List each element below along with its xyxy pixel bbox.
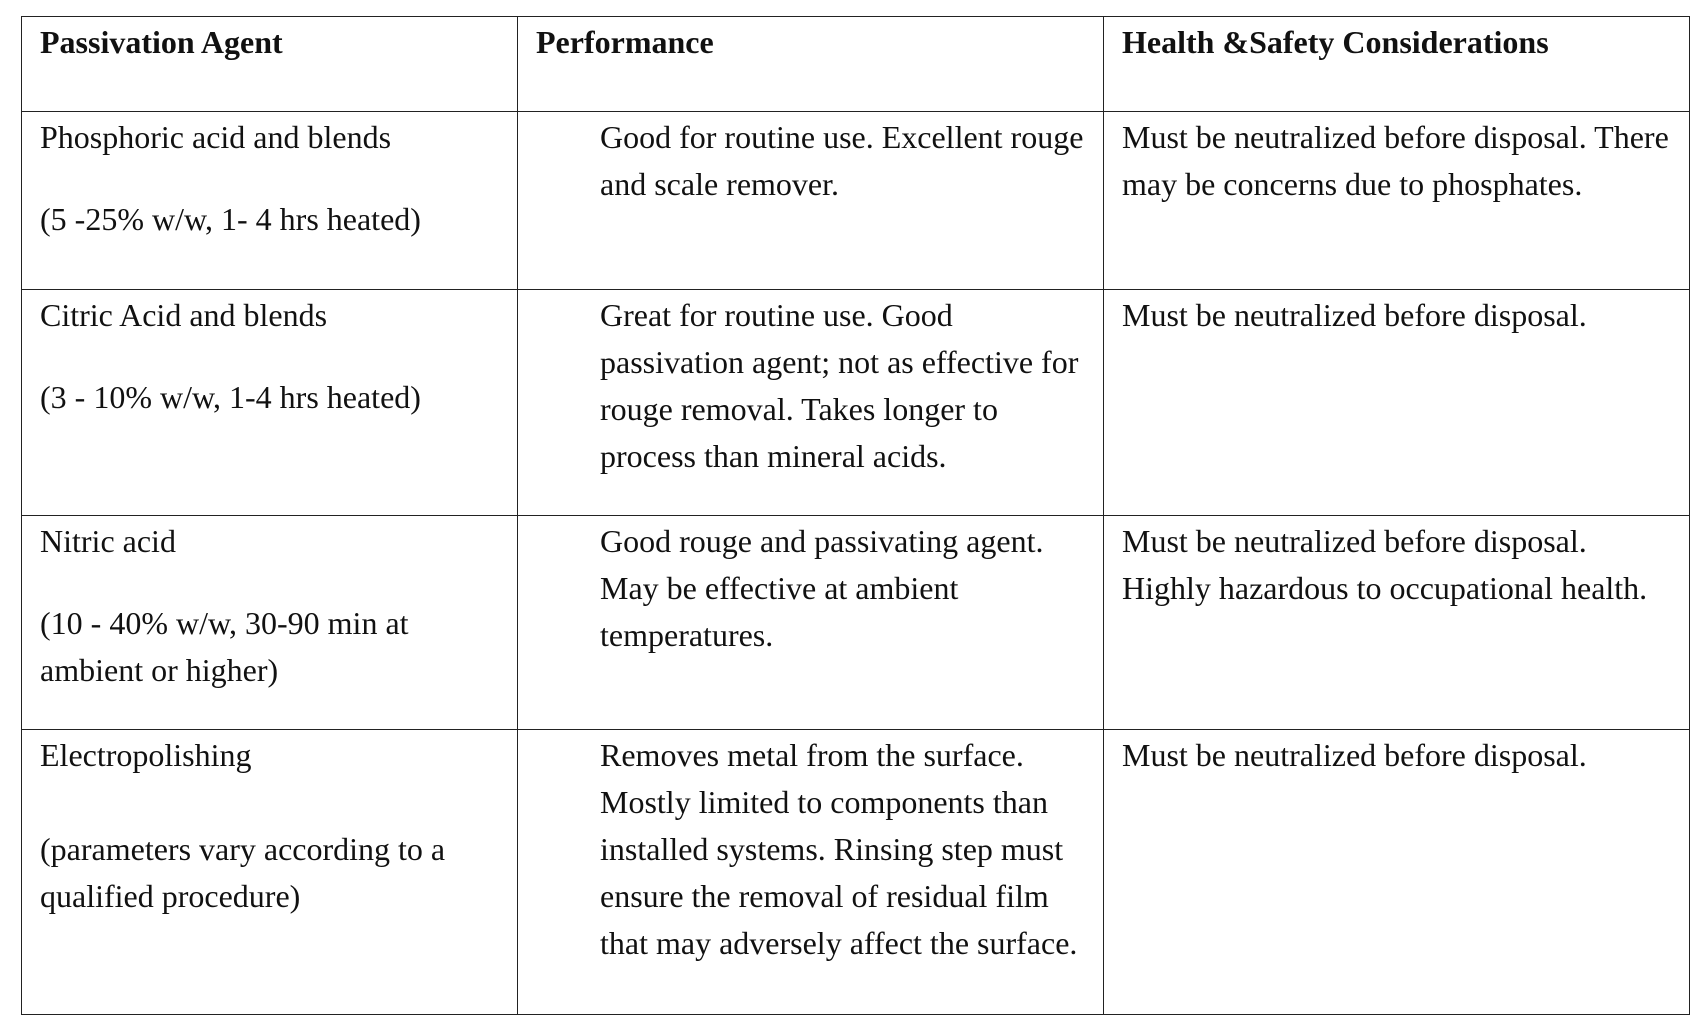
performance-cell: Great for routine use. Good passivation agent; not as effective for rouge removal. Takes longer to process than mineral acids. <box>518 290 1104 516</box>
agent-parameters: (3 - 10% w/w, 1-4 hrs heated) <box>40 379 421 415</box>
performance-cell: Good rouge and passivating agent. May be effective at ambient temperatures. <box>518 516 1104 730</box>
table-row <box>22 516 1690 730</box>
health-safety-cell: Must be neutralized before disposal. <box>1104 290 1690 516</box>
table-row <box>22 112 1690 290</box>
agent-name: Citric Acid and blends <box>40 297 328 333</box>
health-safety-cell: Must be neutralized before disposal. <box>1104 730 1690 1015</box>
agent-cell <box>22 516 518 730</box>
header-passivation-agent: Passivation Agent <box>22 17 518 112</box>
agent-name: Nitric acid <box>40 523 176 559</box>
performance-cell: Good for routine use. Excellent rouge and scale remover. <box>518 112 1104 290</box>
header-performance: Performance <box>518 17 1104 112</box>
header-health-safety: Health &Safety Considerations <box>1104 17 1690 112</box>
agent-parameters: (parameters vary according to a qualified procedure) <box>40 831 446 914</box>
agent-name: Phosphoric acid and blends <box>40 119 392 155</box>
agent-parameters: (10 - 40% w/w, 30-90 min at ambient or higher) <box>40 605 409 688</box>
performance-cell: Removes metal from the surface. Mostly limited to components than installed systems. Rinsing step must ensure the removal of residual film that may adversely affect the surface. <box>518 730 1104 1015</box>
health-safety-cell: Must be neutralized before disposal. There may be concerns due to phosphates. <box>1104 112 1690 290</box>
table-row <box>22 290 1690 516</box>
agent-name: Electropolishing <box>40 737 252 773</box>
health-safety-cell: Must be neutralized before disposal. Highly hazardous to occupational health. <box>1104 516 1690 730</box>
agent-cell <box>22 730 518 1015</box>
agent-parameters: (5 -25% w/w, 1- 4 hrs heated) <box>40 201 421 237</box>
table-header-row <box>22 17 1690 112</box>
table-row <box>22 730 1690 1015</box>
agent-cell <box>22 290 518 516</box>
agent-cell <box>22 112 518 290</box>
passivation-agents-table <box>21 16 1690 1015</box>
